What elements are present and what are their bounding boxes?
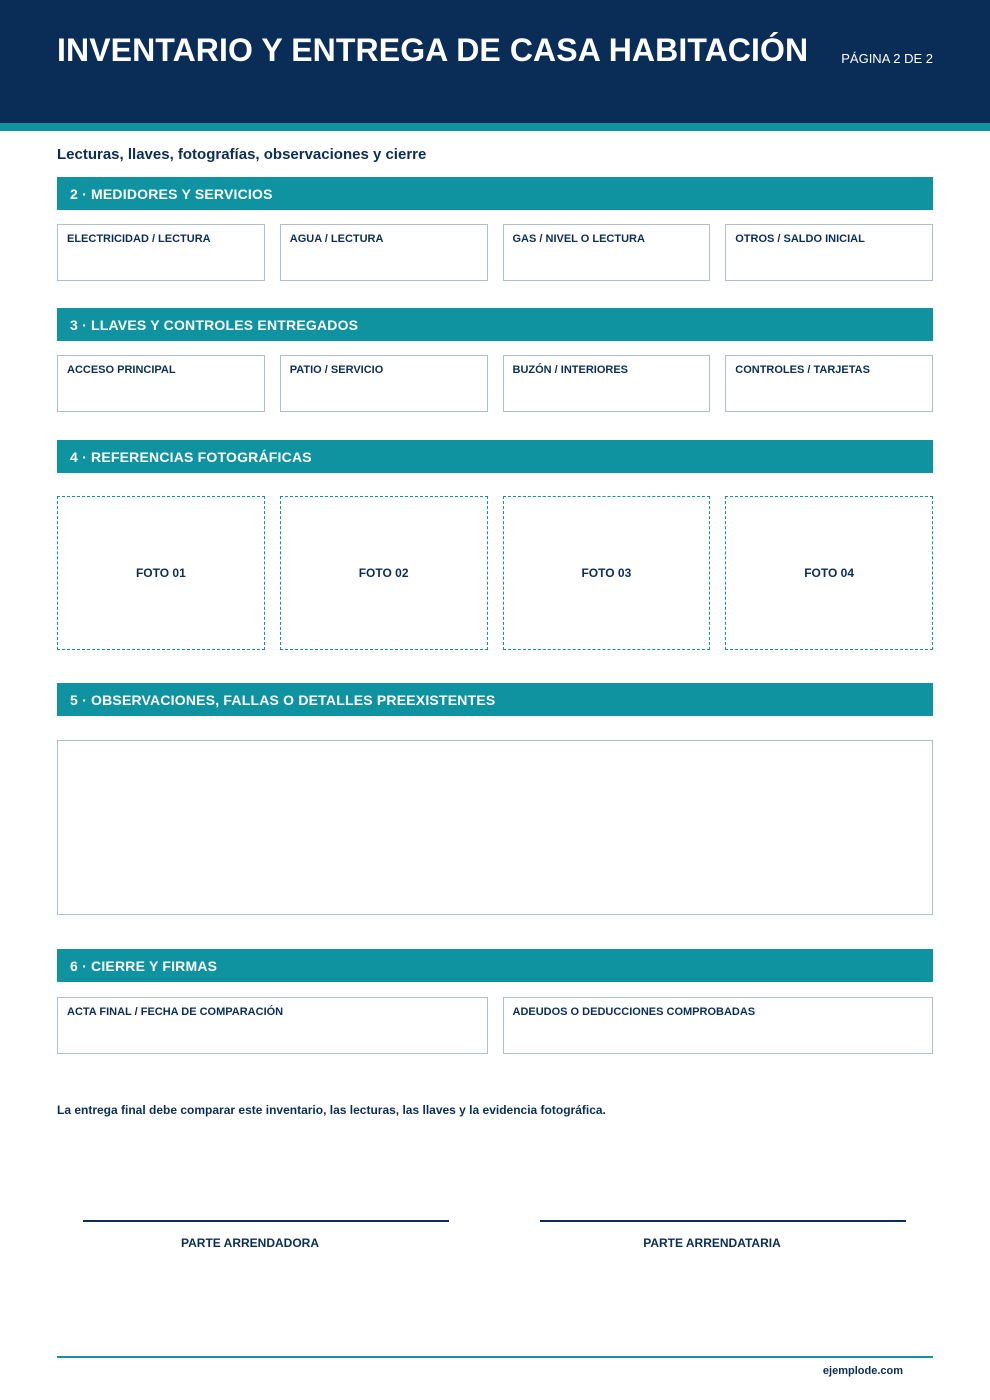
- debts-deductions-field[interactable]: ADEUDOS O DEDUCCIONES COMPROBADAS: [503, 997, 934, 1054]
- main-access-field[interactable]: ACCESO PRINCIPAL: [57, 355, 265, 412]
- water-reading-field[interactable]: AGUA / LECTURA: [280, 224, 488, 281]
- meters-fields-row: [57, 224, 933, 281]
- final-act-date-field[interactable]: ACTA FINAL / FECHA DE COMPARACIÓN: [57, 997, 488, 1054]
- header-accent-stripe: [0, 123, 990, 131]
- tenant-signature-label: PARTE ARRENDATARIA: [643, 1236, 781, 1250]
- photo-placeholder-3[interactable]: FOTO 03: [503, 496, 711, 650]
- page-number: PÁGINA 2 DE 2: [841, 51, 933, 66]
- section-observations-heading: 5 · OBSERVACIONES, FALLAS O DETALLES PREEXISTENTES: [57, 683, 933, 716]
- photo-placeholder-4[interactable]: FOTO 04: [725, 496, 933, 650]
- closing-fields-row: [57, 997, 933, 1054]
- mailbox-interiors-field[interactable]: BUZÓN / INTERIORES: [503, 355, 711, 412]
- footer-website: ejemplode.com: [822, 1365, 903, 1377]
- section-closing-heading: 6 · CIERRE Y FIRMAS: [57, 949, 933, 982]
- patio-service-field[interactable]: PATIO / SERVICIO: [280, 355, 488, 412]
- other-balance-field[interactable]: OTROS / SALDO INICIAL: [725, 224, 933, 281]
- controls-cards-field[interactable]: CONTROLES / TARJETAS: [725, 355, 933, 412]
- gas-reading-field[interactable]: GAS / NIVEL O LECTURA: [503, 224, 711, 281]
- section-keys-heading: 3 · LLAVES Y CONTROLES ENTREGADOS: [57, 308, 933, 341]
- section-photos-heading: 4 · REFERENCIAS FOTOGRÁFICAS: [57, 440, 933, 473]
- landlord-signature-line[interactable]: [83, 1220, 449, 1222]
- keys-fields-row: [57, 355, 933, 412]
- photo-placeholders-row: [57, 496, 933, 650]
- footer-divider: [57, 1356, 933, 1358]
- final-note: La entrega final debe comparar este inventario, las lecturas, las llaves y la evidencia fotográfica.: [57, 1103, 606, 1117]
- landlord-signature-label: PARTE ARRENDADORA: [181, 1236, 319, 1250]
- observations-text-area[interactable]: [57, 740, 933, 915]
- document-title: INVENTARIO Y ENTREGA DE CASA HABITACIÓN: [57, 32, 809, 68]
- photo-placeholder-2[interactable]: FOTO 02: [280, 496, 488, 650]
- page-subtitle: Lecturas, llaves, fotografías, observaciones y cierre: [57, 146, 427, 163]
- page-header: [0, 0, 990, 123]
- section-meters-heading: 2 · MEDIDORES Y SERVICIOS: [57, 177, 933, 210]
- electricity-reading-field[interactable]: ELECTRICIDAD / LECTURA: [57, 224, 265, 281]
- tenant-signature-line[interactable]: [540, 1220, 906, 1222]
- photo-placeholder-1[interactable]: FOTO 01: [57, 496, 265, 650]
